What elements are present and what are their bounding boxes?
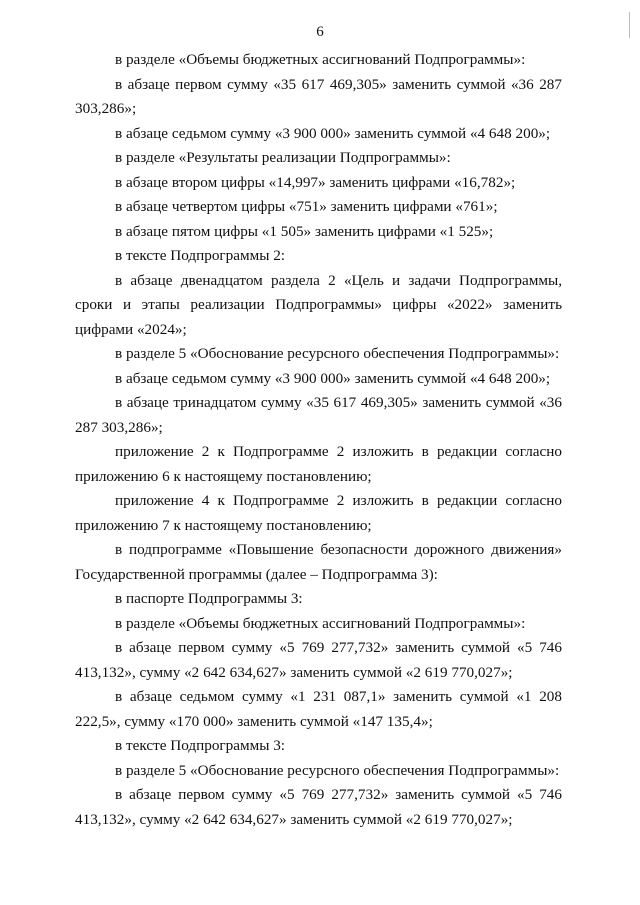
paragraph: в абзаце седьмом сумму «3 900 000» заменить суммой «4 648 200»; — [115, 369, 551, 387]
paragraph: в абзаце первом сумму «35 617 469,305» заменить суммой «36 287 303,286»; — [75, 75, 562, 117]
paragraph: в абзаце четвертом цифры «751» заменить цифрами «761»; — [115, 198, 498, 215]
paragraph: в абзаце пятом цифры «1 505» заменить цифрами «1 525»; — [115, 222, 494, 240]
paragraph: в разделе 5 «Обоснование ресурсного обеспечения Подпрограммы»: — [115, 345, 560, 362]
page-number: 6 — [316, 24, 324, 40]
paragraph: в паспорте Подпрограммы 3: — [115, 590, 303, 607]
paragraph: в абзаце втором цифры «14,997» заменить цифрами «16,782»; — [115, 173, 516, 191]
document-body — [75, 48, 562, 832]
paragraph: в абзаце седьмом сумму «3 900 000» заменить суммой «4 648 200»; — [115, 124, 551, 142]
paragraph: в абзаце седьмом сумму «1 231 087,1» заменить суммой «1 208 222,5», сумму «170 000» заменить суммой «147 135,4»; — [75, 688, 562, 730]
paragraph: в абзаце первом сумму «5 769 277,732» заменить суммой «5 746 413,132», сумму «2 642 634,627» заменить суммой «2 619 770,027»; — [75, 639, 562, 681]
paragraph: в разделе «Объемы бюджетных ассигнований Подпрограммы»: — [115, 51, 526, 68]
paragraph: в тексте Подпрограммы 3: — [115, 737, 286, 754]
paragraph: в разделе «Объемы бюджетных ассигнований Подпрограммы»: — [115, 614, 526, 632]
paragraph: приложение 2 к Подпрограмме 2 изложить в редакции согласно приложению 6 к настоящему постановлению; — [75, 443, 562, 485]
paragraph: в подпрограмме «Повышение безопасности дорожного движения» Государственной программы (далее – Подпрограмма 3): — [75, 541, 562, 583]
paragraph: в абзаце тринадцатом сумму «35 617 469,305» заменить суммой «36 287 303,286»; — [75, 394, 562, 436]
paragraph: в абзаце первом сумму «5 769 277,732» заменить суммой «5 746 413,132», сумму «2 642 634,627» заменить суммой «2 619 770,027»; — [75, 786, 562, 828]
paragraph: в абзаце двенадцатом раздела 2 «Цель и задачи Подпрограммы, сроки и этапы реализации Подпрограммы» цифры «2022» заменить цифрами «2024»; — [75, 271, 562, 338]
paragraph: в разделе «Результаты реализации Подпрограммы»: — [115, 149, 451, 166]
paragraph: приложение 4 к Подпрограмме 2 изложить в редакции согласно приложению 7 к настоящему постановлению; — [75, 492, 562, 534]
paragraph: в разделе 5 «Обоснование ресурсного обеспечения Подпрограммы»: — [115, 761, 560, 779]
paragraph: в тексте Подпрограммы 2: — [115, 247, 286, 264]
